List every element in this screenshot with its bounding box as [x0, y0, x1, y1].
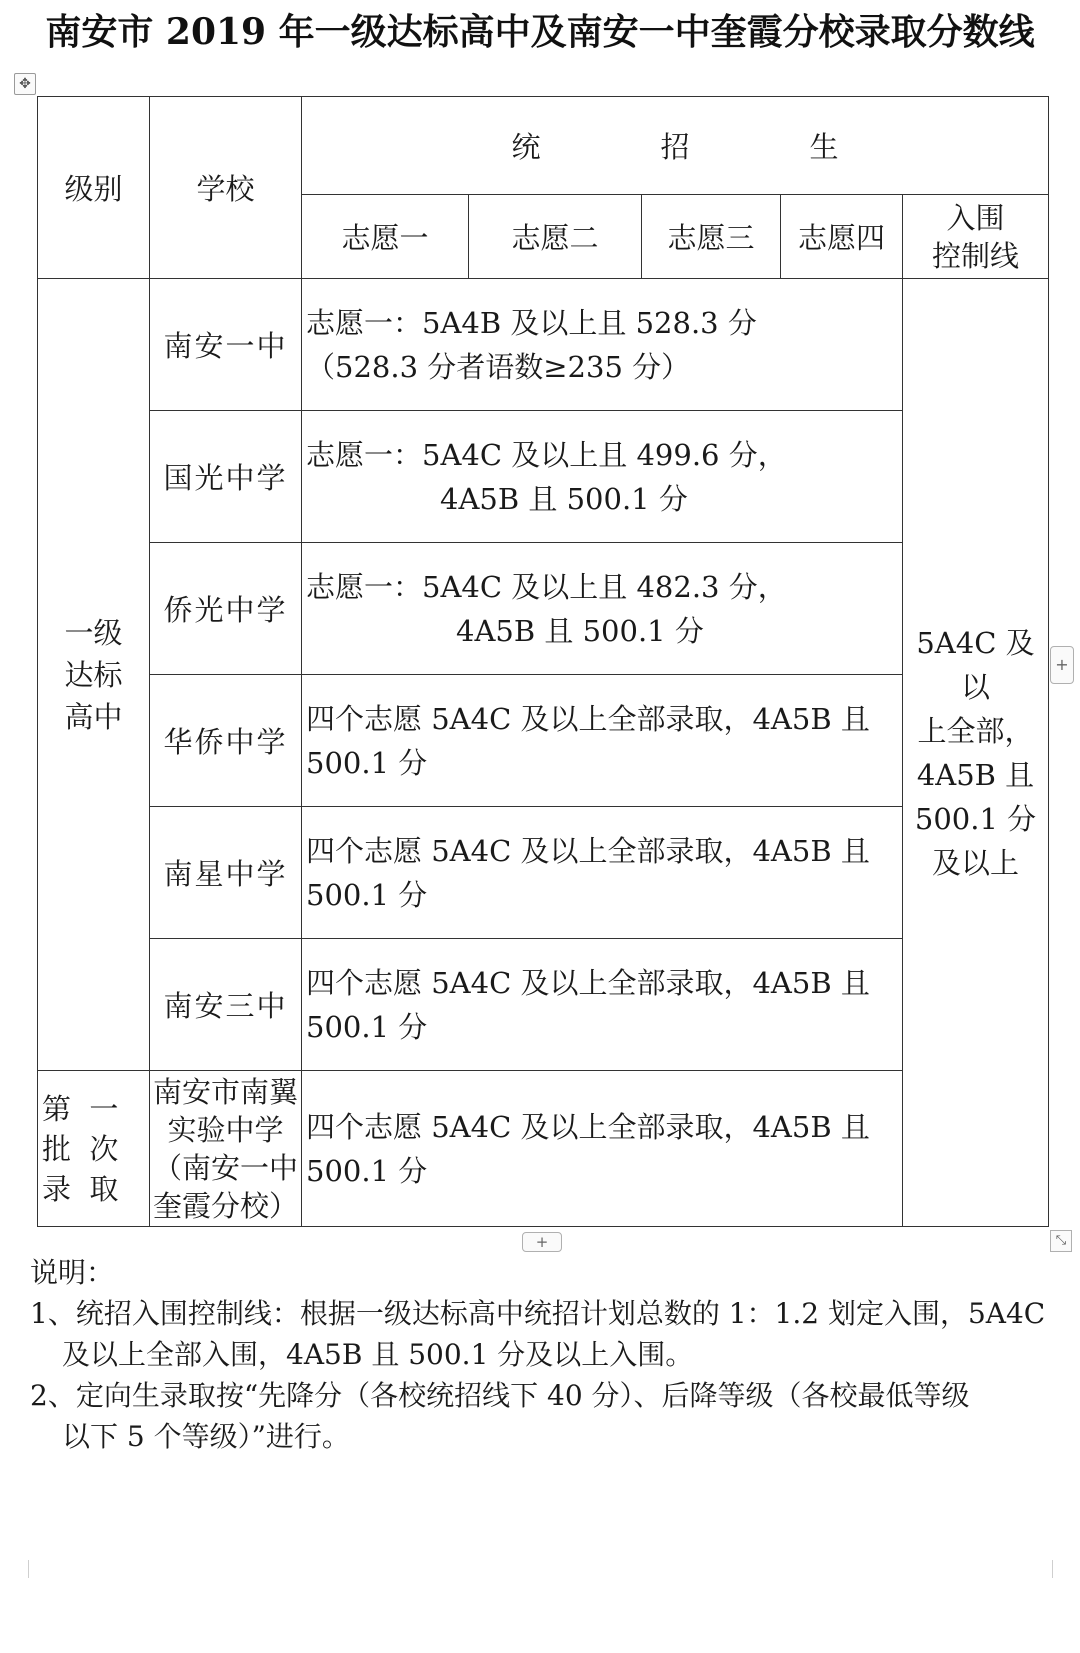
grade-first-level	[38, 279, 150, 1071]
add-column-plus-icon[interactable]: +	[1050, 646, 1074, 684]
rule-line: 500.1 分	[306, 1009, 428, 1044]
page-corner-mark	[1052, 1560, 1069, 1578]
grade-line: 录 取	[42, 1171, 119, 1206]
control-line-text: 上全部，	[917, 713, 1034, 748]
admission-rule	[302, 939, 903, 1071]
header-control-line-2: 控制线	[931, 238, 1019, 273]
note-item-1-cont: 及以上全部入围，4A5B 且 500.1 分及以上入围。	[62, 1338, 694, 1371]
grade-line: 批 次	[42, 1131, 119, 1166]
school-name: 国光中学	[150, 411, 302, 543]
admission-rule	[302, 411, 903, 543]
rule-line: 志愿一：5A4C 及以上且 499.6 分，	[306, 437, 787, 472]
admission-score-table	[37, 96, 1049, 1227]
table-resize-icon[interactable]: ⤡	[1050, 1230, 1072, 1252]
header-choice-2: 志愿二	[469, 195, 642, 279]
school-name-line: 南安市南翼	[152, 1074, 298, 1109]
header-choice-3: 志愿三	[642, 195, 781, 279]
grade-line: 一级	[64, 615, 123, 650]
school-name-line: 实验中学	[167, 1112, 284, 1147]
rule-line: 500.1 分	[306, 877, 428, 912]
rule-line: 4A5B 且 500.1 分	[456, 613, 704, 648]
rule-line: 四个志愿 5A4C 及以上全部录取，4A5B 且	[306, 965, 870, 1000]
school-name-line: （南安一中	[152, 1150, 298, 1185]
header-unified-recruitment	[302, 97, 1049, 195]
rule-line: 四个志愿 5A4C 及以上全部录取，4A5B 且	[306, 1109, 870, 1144]
header-control-line	[903, 195, 1049, 279]
school-name: 南星中学	[150, 807, 302, 939]
add-row-plus-icon[interactable]: +	[522, 1232, 562, 1252]
rule-line: 志愿一：5A4C 及以上且 482.3 分，	[306, 569, 787, 604]
rule-line: 志愿一：5A4B 及以上且 528.3 分	[306, 305, 757, 340]
admission-rule	[302, 279, 903, 411]
page-title: 南安市 2019 年一级达标高中及南安一中奎霞分校录取分数线	[45, 11, 1035, 53]
header-recruit-char: 生	[809, 130, 839, 164]
header-control-line-1: 入围	[946, 200, 1005, 235]
header-school: 学校	[150, 97, 302, 279]
rule-line: 500.1 分	[306, 745, 428, 780]
control-line-value	[903, 279, 1049, 1227]
header-recruit-char: 招	[660, 130, 690, 164]
admission-rule	[302, 1071, 903, 1227]
school-name: 侨光中学	[150, 543, 302, 675]
admission-rule	[302, 675, 903, 807]
notes-section	[30, 1252, 1060, 1457]
control-line-text: 500.1 分	[914, 801, 1037, 836]
grade-first-batch	[38, 1071, 150, 1227]
table-move-handle-icon[interactable]: ✥	[14, 73, 36, 95]
control-line-text: 4A5B 且	[916, 757, 1035, 792]
rule-line: （528.3 分者语数≥235 分）	[306, 349, 691, 384]
admission-rule	[302, 807, 903, 939]
note-item-2: 2、定向生录取按“先降分（各校统招线下 40 分）、后降等级（各校最低等级	[30, 1379, 970, 1412]
page-corner-mark	[12, 1560, 29, 1578]
rule-line: 4A5B 且 500.1 分	[440, 481, 688, 516]
control-line-text: 5A4C 及以	[916, 625, 1035, 704]
header-recruit-char: 统	[511, 130, 541, 164]
rule-line: 四个志愿 5A4C 及以上全部录取，4A5B 且	[306, 833, 870, 868]
grade-line: 高中	[64, 699, 123, 734]
header-grade: 级别	[38, 97, 150, 279]
note-item-1: 1、统招入围控制线：根据一级达标高中统招计划总数的 1：1.2 划定入围，5A4C	[30, 1297, 1046, 1330]
header-choice-4: 志愿四	[781, 195, 903, 279]
admission-rule	[302, 543, 903, 675]
header-choice-1: 志愿一	[302, 195, 469, 279]
note-item-2-cont: 以下 5 个等级）”进行。	[62, 1420, 350, 1453]
rule-line: 500.1 分	[306, 1153, 428, 1188]
rule-line: 四个志愿 5A4C 及以上全部录取，4A5B 且	[306, 701, 870, 736]
school-name: 华侨中学	[150, 675, 302, 807]
grade-line: 达标	[64, 657, 123, 692]
school-name	[150, 1071, 302, 1227]
school-name: 南安三中	[150, 939, 302, 1071]
grade-line: 第 一	[42, 1091, 119, 1126]
notes-heading: 说明：	[30, 1256, 115, 1289]
school-name: 南安一中	[150, 279, 302, 411]
control-line-text: 及以上	[931, 845, 1019, 880]
school-name-line: 奎霞分校）	[152, 1188, 298, 1223]
